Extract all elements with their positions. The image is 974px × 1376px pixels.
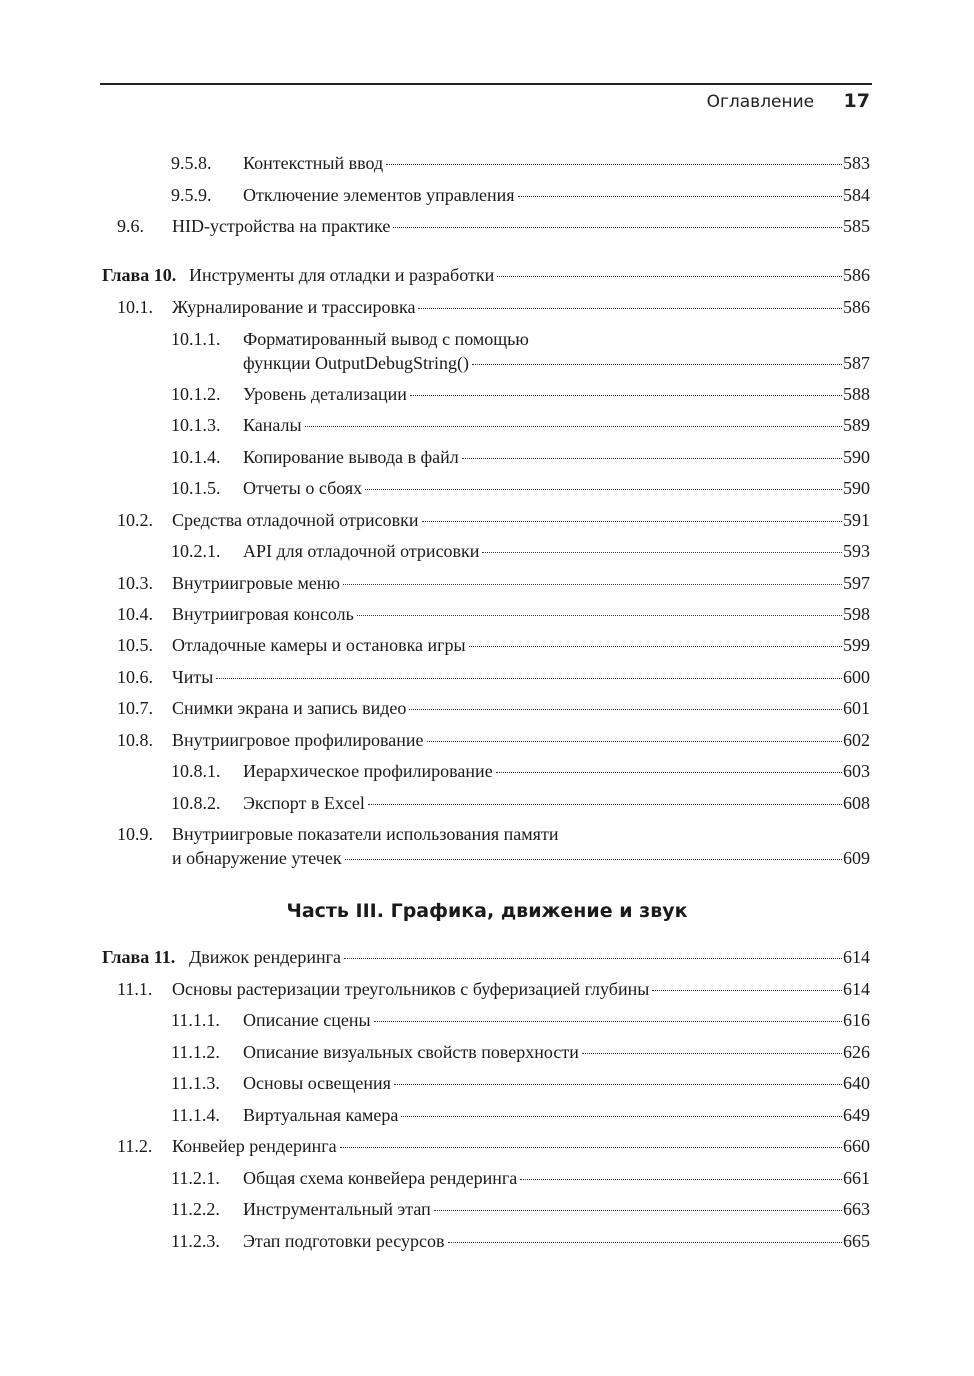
toc-entry-page: 600: [843, 667, 870, 687]
toc-entry-page: 597: [843, 573, 870, 593]
toc-entry-title: Отладочные камеры и остановка игры: [172, 635, 466, 655]
toc-entry-page: 585: [843, 216, 870, 236]
toc-entry-number: 11.2.: [117, 1136, 153, 1156]
toc-entry-title: Виртуальная камера: [243, 1105, 399, 1125]
toc-entry-title: Внутриигровые меню: [172, 573, 340, 593]
toc-entry-title: Основы растеризации треугольников с буферизацией глубины: [172, 979, 650, 999]
toc-entry-title-line1: Форматированный вывод с помощью: [243, 329, 529, 349]
page-number: 17: [843, 90, 870, 112]
dot-leader: [365, 489, 842, 490]
toc-entry-title: Отключение элементов управления: [243, 185, 515, 205]
toc-entry-page: 640: [843, 1073, 870, 1093]
dot-leader: [497, 276, 842, 277]
toc-entry-page: 603: [843, 761, 870, 781]
toc-entry-page: 660: [843, 1136, 870, 1156]
toc-entry-title: Копирование вывода в файл: [243, 447, 459, 467]
dot-leader: [374, 1021, 842, 1022]
toc-entry-number: 10.8.: [117, 730, 153, 750]
toc-entry-number: 11.1.2.: [171, 1042, 220, 1062]
toc-entry-page: 587: [843, 353, 870, 373]
header-rule: [100, 83, 872, 85]
toc-chapter-number: Глава 10.: [102, 265, 177, 285]
toc-entry-page: 599: [843, 635, 870, 655]
toc-entry-number: 10.1.4.: [171, 447, 221, 467]
dot-leader: [368, 804, 842, 805]
dot-leader: [409, 709, 842, 710]
dot-leader: [652, 990, 842, 991]
toc-chapter-number: Глава 11.: [102, 947, 176, 967]
toc-entry-title: Инструменты для отладки и разработки: [189, 265, 495, 285]
dot-leader: [357, 615, 842, 616]
toc-entry-number: 9.5.8.: [171, 153, 212, 173]
toc-entry-number: 10.2.1.: [171, 541, 221, 561]
toc-entry-number: 10.1.3.: [171, 415, 221, 435]
toc-entry-page: 589: [843, 415, 870, 435]
toc-entry-page: 665: [843, 1231, 870, 1251]
toc-entry-title-line1: Внутриигровые показатели использования памяти: [172, 824, 559, 844]
toc-entry-number: 10.1.1.: [171, 329, 221, 349]
dot-leader: [518, 196, 842, 197]
toc-entry-page: 608: [843, 793, 870, 813]
toc-entry-title: Этап подготовки ресурсов: [243, 1231, 445, 1251]
toc-entry-page: 598: [843, 604, 870, 624]
dot-leader: [394, 1084, 842, 1085]
toc-entry-page: 609: [843, 848, 870, 868]
dot-leader: [305, 426, 842, 427]
dot-leader: [482, 552, 842, 553]
toc-entry-number: 11.1.1.: [171, 1010, 220, 1030]
toc-entry-title: Контекстный ввод: [243, 153, 384, 173]
toc-entry-page: 591: [843, 510, 870, 530]
dot-leader: [496, 772, 842, 773]
dot-leader: [216, 678, 842, 679]
dot-leader: [427, 741, 842, 742]
toc-entry-page: 586: [843, 265, 870, 285]
toc-entry-title: Отчеты о сбоях: [243, 478, 363, 498]
toc-entry-page: 663: [843, 1199, 870, 1219]
toc-entry-number: 10.6.: [117, 667, 153, 687]
dot-leader: [386, 164, 842, 165]
toc-entry-number: 11.2.3.: [171, 1231, 220, 1251]
toc-entry-title: API для отладочной отрисовки: [243, 541, 480, 561]
toc-entry-page: 626: [843, 1042, 870, 1062]
toc-entry-number: 9.6.: [117, 216, 144, 236]
toc-entry-number: 10.9.: [117, 824, 153, 844]
dot-leader: [344, 958, 842, 959]
toc-entry-page: 586: [843, 297, 870, 317]
toc-entry-page: 588: [843, 384, 870, 404]
toc-entry-title: Конвейер рендеринга: [172, 1136, 337, 1156]
dot-leader: [520, 1179, 842, 1180]
toc-entry-title: Каналы: [243, 415, 302, 435]
toc-entry-page: 590: [843, 447, 870, 467]
toc-entry-title: Иерархическое профилирование: [243, 761, 493, 781]
dot-leader: [472, 364, 842, 365]
toc-entry-title: Журналирование и трассировка: [172, 297, 416, 317]
toc-entry-number: 10.3.: [117, 573, 153, 593]
toc-entry-number: 10.8.1.: [171, 761, 221, 781]
toc-entry-title: Читы: [172, 667, 214, 687]
toc-entry-number: 11.1.4.: [171, 1105, 220, 1125]
toc-entry-title: функции OutputDebugString(): [243, 353, 469, 373]
toc-entry-title: Внутриигровая консоль: [172, 604, 354, 624]
toc-entry-page: 593: [843, 541, 870, 561]
toc-entry-title: Снимки экрана и запись видео: [172, 698, 407, 718]
toc-entry-page: 614: [843, 979, 870, 999]
toc-entry-number: 11.2.2.: [171, 1199, 220, 1219]
toc-entry-title: Внутриигровое профилирование: [172, 730, 424, 750]
toc-entry-page: 614: [843, 947, 870, 967]
toc-entry-number: 11.2.1.: [171, 1168, 220, 1188]
dot-leader: [582, 1053, 842, 1054]
toc-entry-number: 11.1.: [117, 979, 153, 999]
toc-entry-number: 10.1.2.: [171, 384, 221, 404]
toc-entry-number: 10.1.: [117, 297, 153, 317]
toc-entry-title: Экспорт в Excel: [243, 793, 365, 813]
running-head-title: Оглавление: [706, 92, 815, 112]
toc-entry-page: 649: [843, 1105, 870, 1125]
toc-entry-page: 583: [843, 153, 870, 173]
dot-leader: [343, 584, 842, 585]
toc-entry-title: Описание визуальных свойств поверхности: [243, 1042, 579, 1062]
toc-entry-page: 661: [843, 1168, 870, 1188]
dot-leader: [393, 227, 842, 228]
toc-entry-number: 10.1.5.: [171, 478, 221, 498]
dot-leader: [434, 1210, 842, 1211]
toc-entry-page: 601: [843, 698, 870, 718]
toc-entry-number: 9.5.9.: [171, 185, 212, 205]
dot-leader: [448, 1242, 842, 1243]
toc-entry-title: Движок рендеринга: [189, 947, 342, 967]
toc-entry-page: 602: [843, 730, 870, 750]
toc-entry-page: 590: [843, 478, 870, 498]
toc-entry-title: и обнаружение утечек: [172, 848, 342, 868]
toc-entry-number: 10.8.2.: [171, 793, 221, 813]
toc-entry-title: Основы освещения: [243, 1073, 391, 1093]
toc-entry-title: Средства отладочной отрисовки: [172, 510, 419, 530]
toc-entry-number: 10.4.: [117, 604, 153, 624]
dot-leader: [422, 521, 842, 522]
dot-leader: [462, 458, 842, 459]
toc-entry-title: Описание сцены: [243, 1010, 371, 1030]
toc-entry-title: Общая схема конвейера рендеринга: [243, 1168, 518, 1188]
toc-entry-number: 10.2.: [117, 510, 153, 530]
dot-leader: [410, 395, 842, 396]
toc-entry-page: 584: [843, 185, 870, 205]
toc-entry-title: Уровень детализации: [243, 384, 407, 404]
dot-leader: [418, 308, 842, 309]
part-heading: Часть III. Графика, движение и звук: [286, 900, 688, 922]
toc-entry-number: 10.7.: [117, 698, 153, 718]
toc-entry-title: HID-устройства на практике: [172, 216, 391, 236]
toc-entry-title: Инструментальный этап: [243, 1199, 431, 1219]
dot-leader: [340, 1147, 842, 1148]
dot-leader: [401, 1116, 842, 1117]
running-head: [707, 90, 870, 112]
toc-entry-page: 616: [843, 1010, 870, 1030]
toc-entry-number: 10.5.: [117, 635, 153, 655]
dot-leader: [469, 646, 842, 647]
toc-entry-number: 11.1.3.: [171, 1073, 220, 1093]
dot-leader: [345, 859, 842, 860]
